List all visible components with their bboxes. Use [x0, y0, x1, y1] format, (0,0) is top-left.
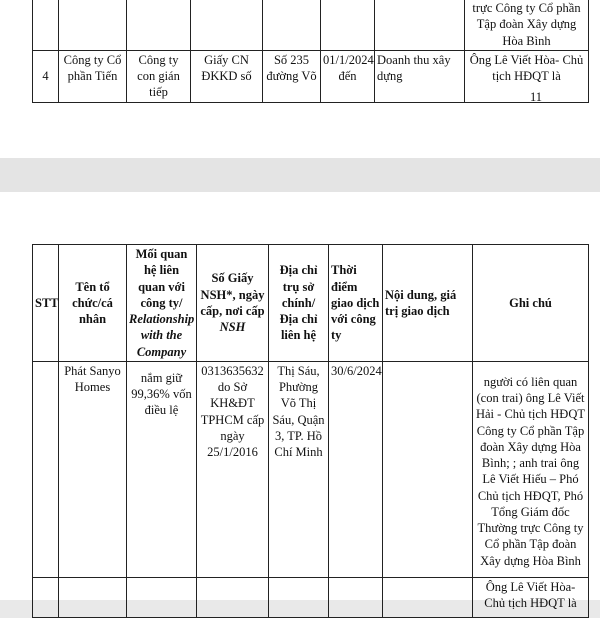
- table-row: [33, 0, 589, 50]
- header-time: Thời điểm giao dịch với công ty: [329, 245, 383, 362]
- notes-cell: trực Công ty Cổ phần Tập đoàn Xây dựng Hòa Bình: [465, 0, 589, 50]
- nsh-cell: 0313635632 do Sở KH&ĐT TPHCM cấp ngày 25/1/2016: [197, 361, 269, 577]
- header-content: Nội dung, giá trị giao dịch: [383, 245, 473, 362]
- document-page-upper: [0, 0, 600, 158]
- header-stt: STT: [33, 245, 59, 362]
- table-row: [33, 361, 589, 577]
- content-cell: Doanh thu xây dựng: [375, 50, 465, 102]
- stt-cell: 4: [33, 50, 59, 102]
- name-cell: Công ty Cổ phần Tiến: [59, 50, 127, 102]
- content-cell: [383, 361, 473, 577]
- notes-cell: Ông Lê Viết Hòa- Chủ tịch HĐQT là: [473, 577, 589, 617]
- header-relation-en: Relationship with the Company: [129, 312, 195, 359]
- related-party-transaction-table: [32, 244, 589, 618]
- notes-cell: Ông Lê Viết Hòa- Chủ tịch HĐQT là: [465, 50, 589, 102]
- time-cell: 01/1/2024 đến: [321, 50, 375, 102]
- header-nsh: [197, 245, 269, 362]
- transaction-table-continued: [32, 0, 589, 103]
- notes-cell: người có liên quan (con trai) ông Lê Viết Hải - Chủ tịch HĐQT Công ty Cổ phần Tập đoàn Xây dựng Hòa Bình; ; anh trai ông Lê Viết Hiếu – Phó Chủ tịch HĐQT, Phó Tổng Giám đốc Thường trực Công ty Cổ phần Tập đoàn Xây dựng Hòa Bình: [473, 361, 589, 577]
- address-cell: Số 235 đường Võ: [263, 50, 321, 102]
- header-nsh-vn: Số Giấy NSH*, ngày cấp, nơi cấp: [200, 271, 265, 318]
- time-cell: 30/6/2024: [329, 361, 383, 577]
- table-row: [33, 50, 589, 102]
- name-cell: Phát Sanyo Homes: [59, 361, 127, 577]
- table-header-row: [33, 245, 589, 362]
- header-relation-vn: Mối quan hệ liên quan với công ty/: [135, 247, 188, 310]
- nsh-cell: Giấy CN ĐKKD số: [191, 50, 263, 102]
- header-address: Địa chỉ trụ sở chính/ Địa chỉ liên hệ: [269, 245, 329, 362]
- stt-cell: [33, 361, 59, 577]
- header-relation: [127, 245, 197, 362]
- relation-cell: Công ty con gián tiếp: [127, 50, 191, 102]
- document-page-lower: [0, 192, 600, 610]
- header-notes: Ghi chú: [473, 245, 589, 362]
- page-number: 11: [530, 90, 543, 104]
- header-nsh-en: NSH: [219, 320, 246, 335]
- address-cell: Thị Sáu, Phường Võ Thị Sáu, Quận 3, TP. Hồ Chí Minh: [269, 361, 329, 577]
- relation-cell: nắm giữ 99,36% vốn điều lệ: [127, 361, 197, 577]
- page-separator: [0, 158, 600, 192]
- table-row: [33, 577, 589, 617]
- header-name: Tên tổ chức/cá nhân: [59, 245, 127, 362]
